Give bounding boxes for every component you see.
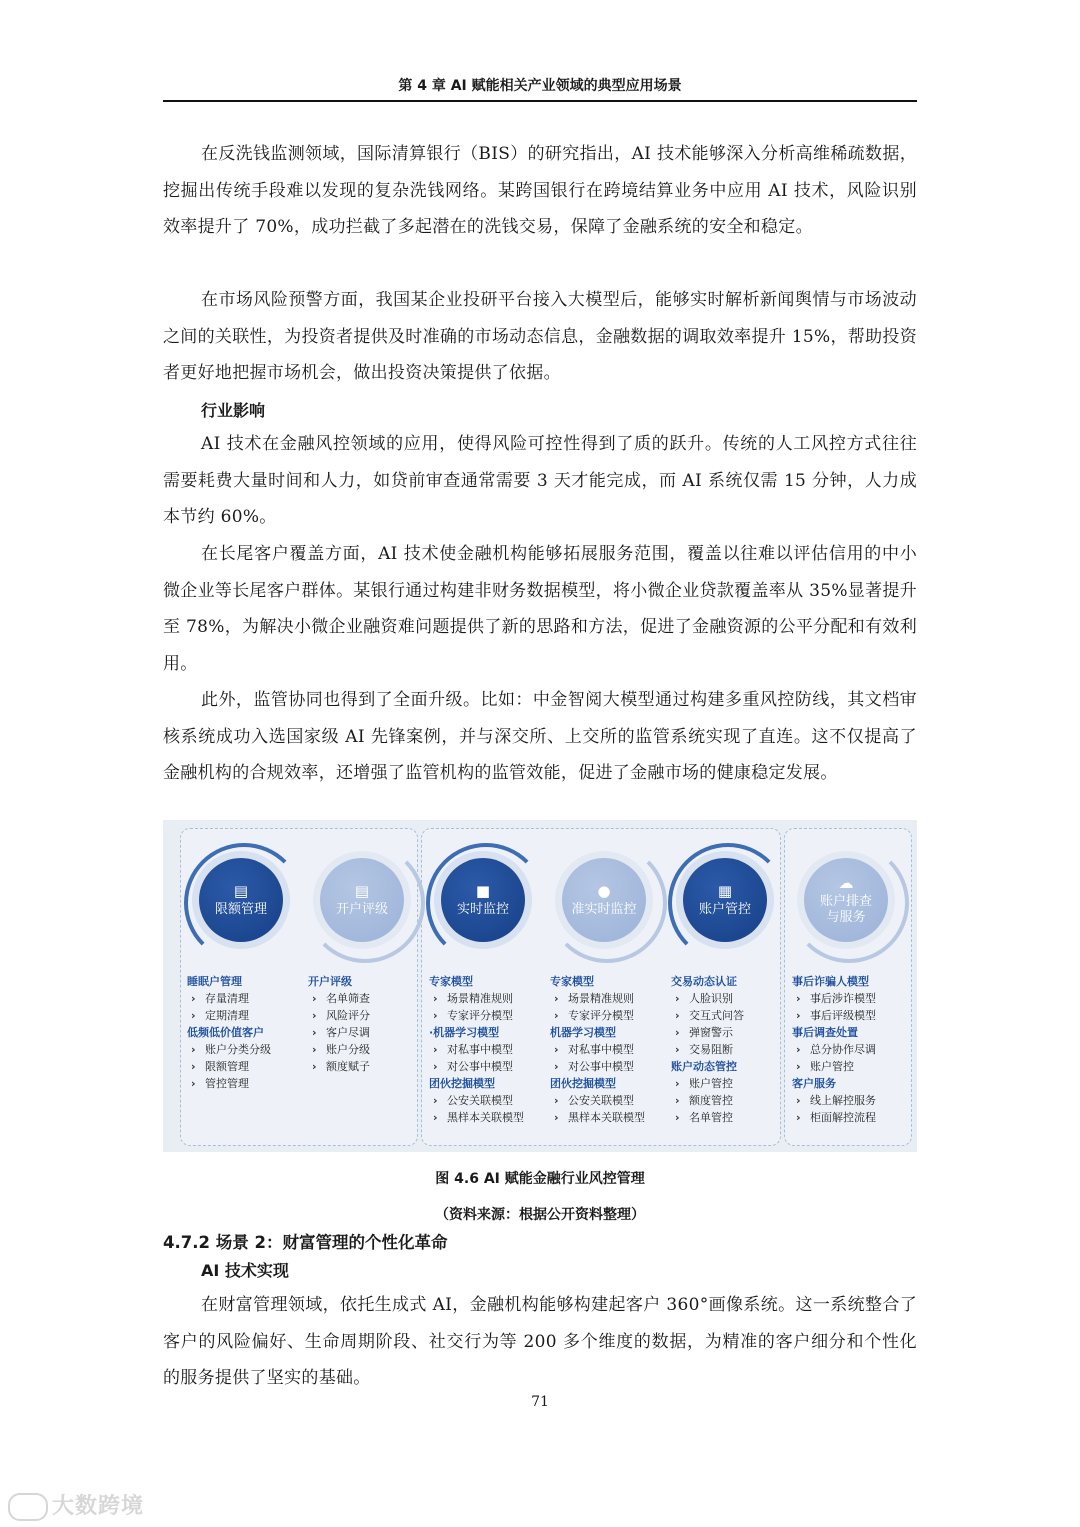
paragraph-regulation: 此外，监管协同也得到了全面升级。比如：中金智阅大模型通过构建多重风控防线，其文档审核系统成功入选国家级 AI 先锋案例，并与深交所、上交所的监管系统实现了直连。这不仅提高了金融机构的合规效率，还增强了监管机构的监管效能，促进了金融市场的健康稳定发展。 [163,690,917,783]
column-item: › 柜面解控流程 [792,1109,910,1126]
column-title: 低频低价值客户 [187,1026,264,1039]
column-item: › 交互式问答 [671,1007,789,1024]
circle-account-rating [320,858,404,942]
column-item: › 公安关联模型 [550,1092,668,1109]
page-number: 71 [531,1394,549,1410]
column-item: › 公安关联模型 [429,1092,547,1109]
paragraph-anti-money-laundering: 在反洗钱监测领域，国际清算银行（BIS）的研究指出，AI 技术能够深入分析高维稀疏数据，挖掘出传统手段难以发现的复杂洗钱网络。某跨国银行在跨境结算业务中应用 AI 技术，风险识别效率提升了 70%，成功拦截了多起潜在的洗钱交易，保障了金融系统的安全和稳定。 [163,144,917,237]
cloud-icon: ☁ [838,873,854,892]
paragraph-risk-control: AI 技术在金融风控领域的应用，使得风险可控性得到了质的跃升。传统的人工风控方式往往需要耗费大量时间和人力，如贷前审查通常需要 3 天才能完成，而 AI 系统仅需 15 分钟，人力成本节约 60%。 [163,434,917,527]
column-title: 专家模型 [429,975,473,988]
column-item: › 场景精准规则 [550,990,668,1007]
grid-icon: ▦ [717,881,733,900]
column-item: › 场景精准规则 [429,990,547,1007]
section-heading: 4.7.2 场景 2：财富管理的个性化革命 [163,1233,448,1252]
column-item: › 额度管控 [671,1092,789,1109]
watermark [8,1489,144,1521]
circle-label: 开户评级 [335,901,388,917]
column-item: › 专家评分模型 [429,1007,547,1024]
column-item: › 存量清理 [187,990,305,1007]
figure-column-6 [792,973,910,1126]
column-item: › 线上解控服务 [792,1092,910,1109]
column-item: › 对私事中模型 [550,1041,668,1058]
column-item: › 交易阻断 [671,1041,789,1058]
column-item: › 名单管控 [671,1109,789,1126]
column-item: › 账户分级 [308,1041,426,1058]
risk-control-figure [163,820,917,1152]
figure-column-5 [671,973,789,1126]
column-item: › 对公事中模型 [429,1058,547,1075]
watermark-text: 大数跨境 [52,1494,145,1519]
circle-label: 实时监控 [456,901,509,917]
folder-icon: ■ [475,881,491,900]
column-title: 机器学习模型 [550,1026,616,1039]
column-item: › 定期清理 [187,1007,305,1024]
column-title: 客户服务 [792,1077,836,1090]
circle-label: 限额管理 [214,901,267,917]
column-title: 账户动态管控 [671,1060,737,1073]
figure-column-1 [187,973,305,1092]
column-item: › 限额管理 [187,1058,305,1075]
circle-account-control [683,858,767,942]
circle-label: 账户排查 与服务 [819,893,872,925]
circle-realtime-monitoring [441,858,525,942]
column-item: › 事后评级模型 [792,1007,910,1024]
circle-label: 准实时监控 [571,901,637,917]
circle-limit-management [199,858,283,942]
figure-column-2 [308,973,426,1075]
column-title: 开户评级 [308,975,352,988]
column-item: › 名单筛查 [308,990,426,1007]
column-title: 事后调查处置 [792,1026,858,1039]
figure-source: （资料来源：根据公开资料整理） [435,1207,645,1223]
column-item: › 管控管理 [187,1075,305,1092]
column-item: › 弹窗警示 [671,1024,789,1041]
column-item: › 黑样本关联模型 [550,1109,668,1126]
figure-caption: 图 4.6 AI 赋能金融行业风控管理 [435,1171,645,1187]
logo-icon [8,1493,48,1521]
column-title: 团伙挖掘模型 [550,1077,616,1090]
column-item: › 账户管控 [792,1058,910,1075]
column-title: ·机器学习模型 [429,1026,500,1039]
circle-near-realtime-monitoring [562,858,646,942]
column-item: › 风险评分 [308,1007,426,1024]
users-icon: ● [597,881,611,900]
subheading-ai-tech: AI 技术实现 [201,1261,289,1280]
column-item: › 账户管控 [671,1075,789,1092]
column-item: › 额度赋子 [308,1058,426,1075]
column-item: › 对私事中模型 [429,1041,547,1058]
paragraph-long-tail: 在长尾客户覆盖方面，AI 技术使金融机构能够拓展服务范围，覆盖以往难以评估信用的中小微企业等长尾客户群体。某银行通过构建非财务数据模型，将小微企业贷款覆盖率从 35%显著提升至 78%，为解决小微企业融资难问题提供了新的思路和方法，促进了金融资源的公平分配和有效利用。 [163,544,917,674]
figure-column-4 [550,973,668,1126]
column-item: › 黑样本关联模型 [429,1109,547,1126]
circle-label: 账户管控 [698,901,751,917]
column-item: › 人脸识别 [671,990,789,1007]
circle-account-check-service [804,858,888,942]
subheading-industry-impact: 行业影响 [201,401,266,420]
column-item: › 账户分类分级 [187,1041,305,1058]
column-title: 交易动态认证 [671,975,737,988]
running-header: 第 4 章 AI 赋能相关产业领域的典型应用场景 [163,76,917,102]
column-title: 事后诈骗人模型 [792,975,869,988]
column-title: 专家模型 [550,975,594,988]
paragraph-wealth-management: 在财富管理领域，依托生成式 AI，金融机构能够构建起客户 360°画像系统。这一系统整合了客户的风险偏好、生命周期阶段、社交行为等 200 多个维度的数据，为精准的客户细分和个性化的服务提供了坚实的基础。 [163,1295,917,1388]
column-item: › 对公事中模型 [550,1058,668,1075]
column-item: › 事后涉诈模型 [792,990,910,1007]
paragraph-market-risk: 在市场风险预警方面，我国某企业投研平台接入大模型后，能够实时解析新闻舆情与市场波动之间的关联性，为投资者提供及时准确的市场动态信息，金融数据的调取效率提升 15%，帮助投资者更好地把握市场机会，做出投资决策提供了依据。 [163,290,917,383]
figure-column-3 [429,973,547,1126]
document-icon: ▤ [354,881,370,900]
column-item: › 客户尽调 [308,1024,426,1041]
column-title: 睡眠户管理 [187,975,242,988]
clipboard-icon: ▤ [233,881,249,900]
column-item: › 总分协作尽调 [792,1041,910,1058]
column-title: 团伙挖掘模型 [429,1077,495,1090]
column-item: › 专家评分模型 [550,1007,668,1024]
